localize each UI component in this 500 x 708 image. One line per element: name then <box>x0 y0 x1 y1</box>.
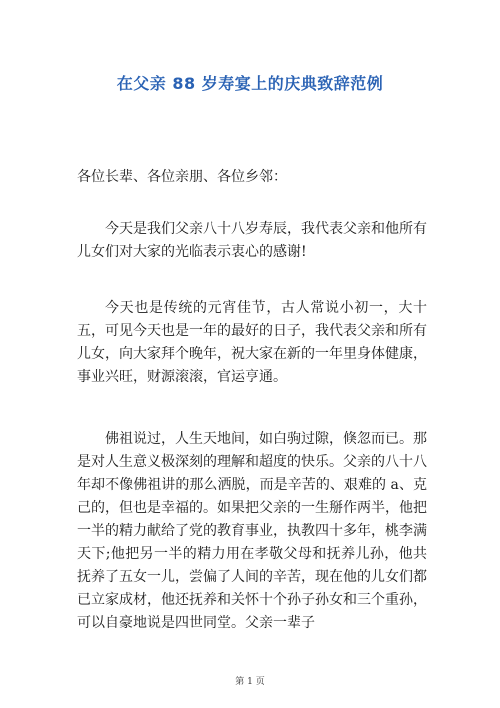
paragraph-block-2 <box>77 297 427 389</box>
salutation-block <box>77 166 427 189</box>
paragraph-3: 佛祖说过，人生天地间，如白驹过隙，倏忽而已。那是对人生意义极深刻的理解和超度的快乐。父亲的八十八年却不像佛祖讲的那么洒脱，而是辛苦的、艰难的 a、克己的，但也是幸福的。如果把父亲的一生掰作两半，他把一半的精力献给了党的教育事业，执教四十多年，桃李满天下;他把另一半的精力用在孝敬父母和抚养儿孙，他共抚养了五女一儿，尝偏了人间的辛苦，现在他的儿女们都已立家成材，他还抚养和关怀十个孙子孙女和三个重孙，可以自豪地说是四世同堂。父亲一辈子 <box>77 431 427 631</box>
salutation: 各位长辈、各位亲朋、各位乡邻： <box>77 169 287 185</box>
document-title: 在父亲 88 岁寿宴上的庆典致辞范例 <box>116 74 384 93</box>
paragraph-1: 今天是我们父亲八十八岁寿辰，我代表父亲和他所有儿女们对大家的光临表示衷心的感谢! <box>77 221 427 260</box>
paragraph-block-3 <box>77 428 427 635</box>
paragraph-block-1 <box>77 218 427 264</box>
paragraph-2: 今天也是传统的元宵佳节，古人常说小初一，大十五，可见今天也是一年的最好的日子，我代表父亲和所有儿女，向大家拜个晚年，祝大家在新的一年里身体健康，事业兴旺，财源滚滚，官运亨通。 <box>77 300 427 385</box>
page-number: 第 1 页 <box>235 677 265 687</box>
